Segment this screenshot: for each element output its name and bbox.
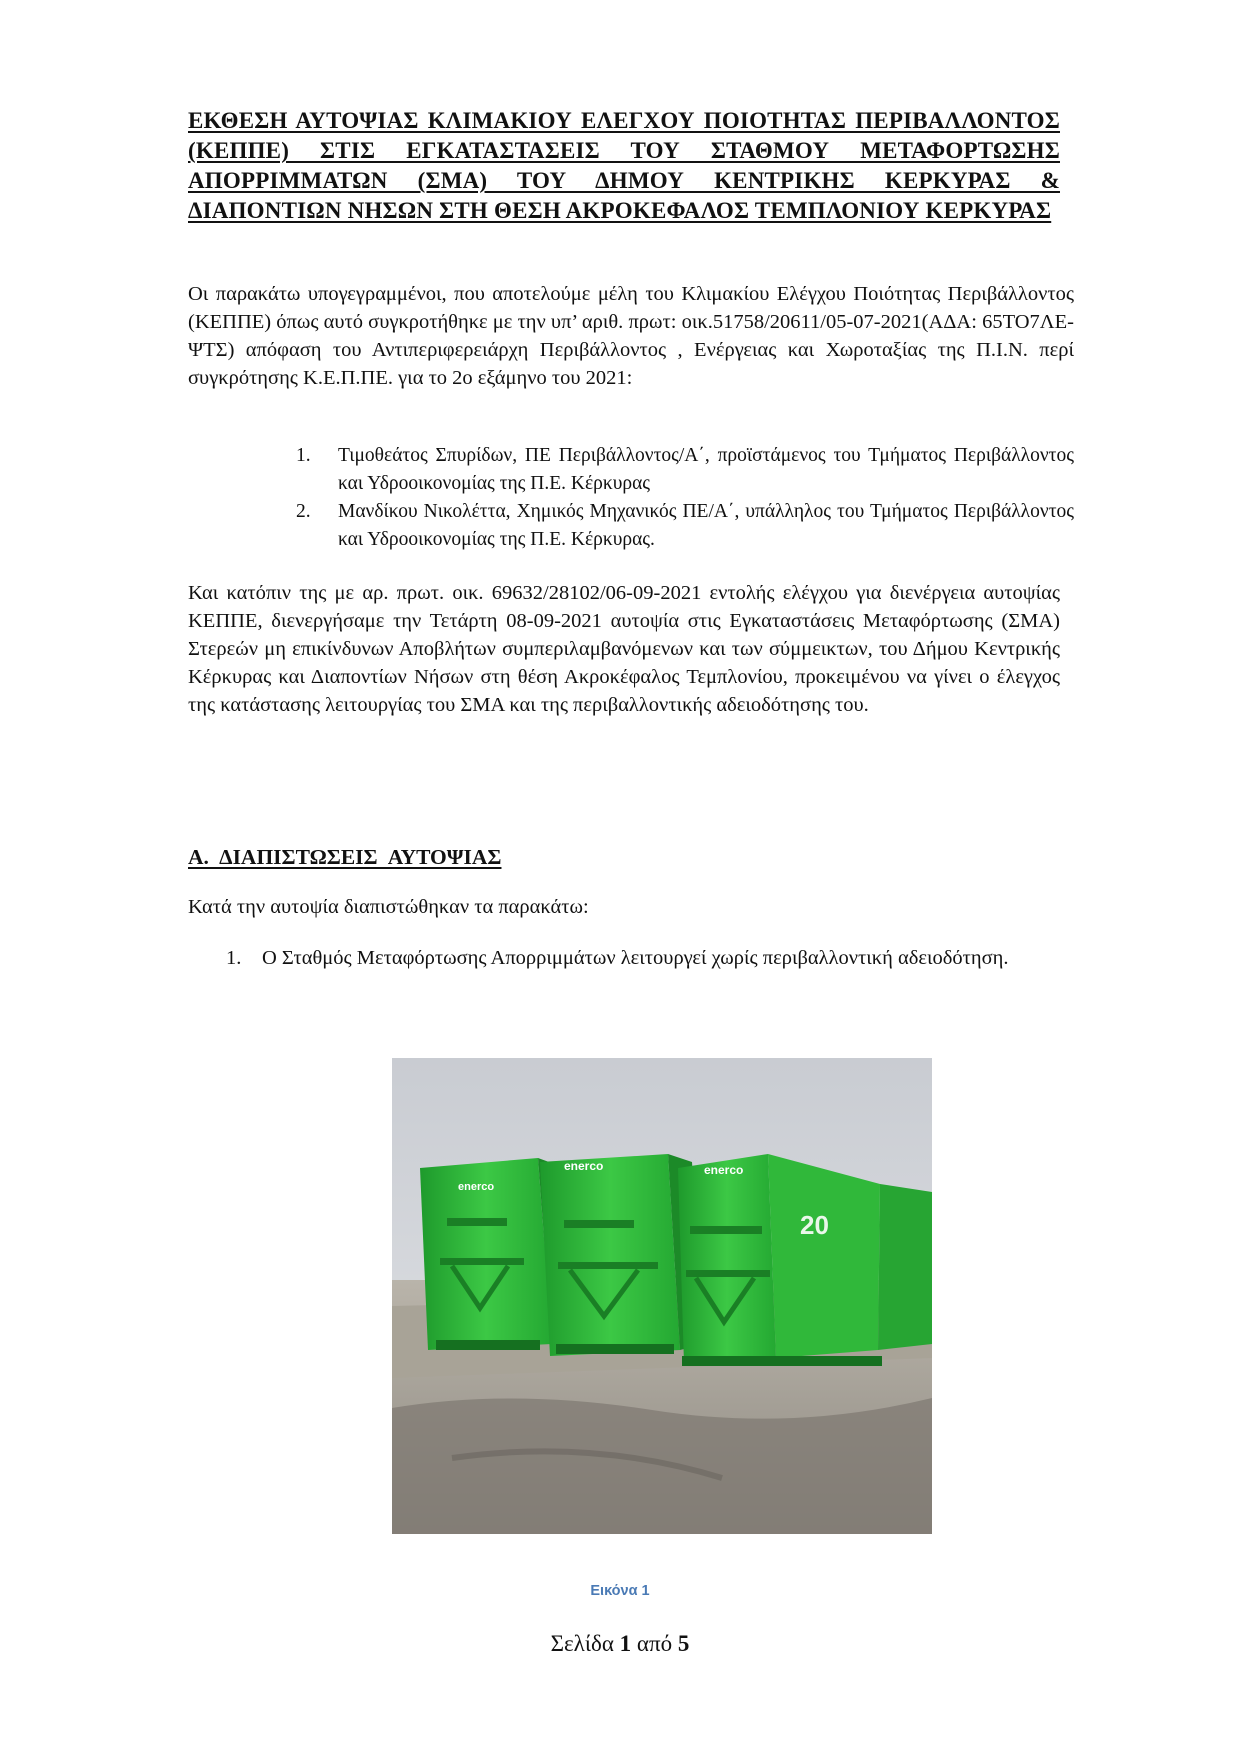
figure-caption: Εικόνα 1	[590, 1583, 650, 1599]
page-footer	[0, 1631, 1240, 1657]
photo-illustration	[392, 1058, 932, 1534]
list-item	[296, 498, 1074, 554]
list-number: 2.	[296, 501, 311, 522]
container-brand-text: enerco	[458, 1181, 495, 1193]
member-text: Μανδίκου Νικολέττα, Χημικός Μηχανικός ΠΕ/Α΄, υπάλληλος του Τμήματος Περιβάλλοντος και Υδροοικονομίας της Π.Ε. Κέρκυρας.	[338, 501, 1074, 550]
list-item	[296, 442, 1074, 498]
report-title: ΕΚΘΕΣΗ ΑΥΤΟΨΙΑΣ ΚΛΙΜΑΚΙΟΥ ΕΛΕΓΧΟΥ ΠΟΙΟΤΗΤΑΣ ΠΕΡΙΒΑΛΛΟΝΤΟΣ (ΚΕΠΠΕ) ΣΤΙΣ ΕΓΚΑΤΑΣΤΑΣΕΙΣ ΤΟΥ ΣΤΑΘΜΟΥ ΜΕΤΑΦΟΡΤΩΣΗΣ ΑΠΟΡΡΙΜΜΑΤΩΝ (ΣΜΑ) ΤΟΥ ΔΗΜΟΥ ΚΕΝΤΡΙΚΗΣ ΚΕΡΚΥΡΑΣ & ΔΙΑΠΟΝΤΙΩΝ ΝΗΣΩΝ ΣΤΗ ΘΕΣΗ ΑΚΡΟΚΕΦΑΛΟΣ ΤΕΜΠΛΟΝΙΟΥ ΚΕΡΚΥΡΑΣ	[188, 108, 1060, 223]
finding-text: Ο Σταθμός Μεταφόρτωσης Απορριμμάτων λειτουργεί χωρίς περιβαλλοντική αδειοδότηση.	[262, 947, 1009, 969]
section-a-heading: Α. ΔΙΑΠΙΣΤΩΣΕΙΣ ΑΥΤΟΨΙΑΣ	[188, 845, 502, 869]
page-current: 1	[619, 1631, 632, 1656]
container-brand-text: enerco	[564, 1159, 604, 1173]
findings-intro: Κατά την αυτοψία διαπιστώθηκαν τα παρακάτω:	[188, 896, 589, 918]
list-number: 1.	[296, 445, 311, 466]
container-brand-text: enerco	[704, 1163, 744, 1177]
member-text: Τιμοθεάτος Σπυρίδων, ΠΕ Περιβάλλοντος/Α΄, προϊστάμενος του Τμήματος Περιβάλλοντος και Υδροοικονομίας της Π.Ε. Κέρκυρας	[338, 445, 1074, 494]
figure-photo-green-containers	[392, 1058, 932, 1534]
page-total: 5	[677, 1631, 690, 1656]
committee-members-list	[296, 442, 1074, 554]
container-number: 20	[800, 1210, 829, 1240]
of-word: από	[636, 1631, 673, 1656]
page-word: Σελίδα	[550, 1631, 614, 1656]
list-item	[226, 944, 1060, 972]
inspection-order-paragraph: Και κατόπιν της με αρ. πρωτ. οικ. 69632/28102/06-09-2021 εντολής ελέγχου για διενέργεια αυτοψίας ΚΕΠΠΕ, διενεργήσαμε την Τετάρτη 08-09-2021 αυτοψία στις Εγκαταστάσεις Μεταφόρτωσης (ΣΜΑ) Στερεών μη επικίνδυνων Αποβλήτων συμπεριλαμβανόμενων και των σύμμεικτων, του Δήμου Κεντρικής Κέρκυρας και Διαποντίων Νήσων στη θέση Ακροκέφαλος Τεμπλονίου, προκειμένου να γίνει ο έλεγχος της κατάστασης λειτουργίας του ΣΜΑ και της περιβαλλοντικής αδειοδότησης του.	[188, 582, 1060, 716]
list-number: 1.	[226, 947, 242, 969]
findings-list	[226, 944, 1060, 972]
intro-paragraph: Οι παρακάτω υπογεγραμμένοι, που αποτελούμε μέλη του Κλιμακίου Ελέγχου Ποιότητας Περιβάλλοντος (ΚΕΠΠΕ) όπως αυτό συγκροτήθηκε με την υπ’ αριθ. πρωτ: οικ.51758/20611/05-07-2021(ΑΔΑ: 65ΤΟ7ΛΕ-ΨΤΣ) απόφαση του Αντιπεριφερειάρχη Περιβάλλοντος , Ενέργειας και Χωροταξίας της Π.Ι.Ν. περί συγκρότησης Κ.Ε.Π.ΠΕ. για το 2ο εξάμηνο του 2021:	[188, 283, 1074, 389]
gravel	[392, 1398, 932, 1534]
